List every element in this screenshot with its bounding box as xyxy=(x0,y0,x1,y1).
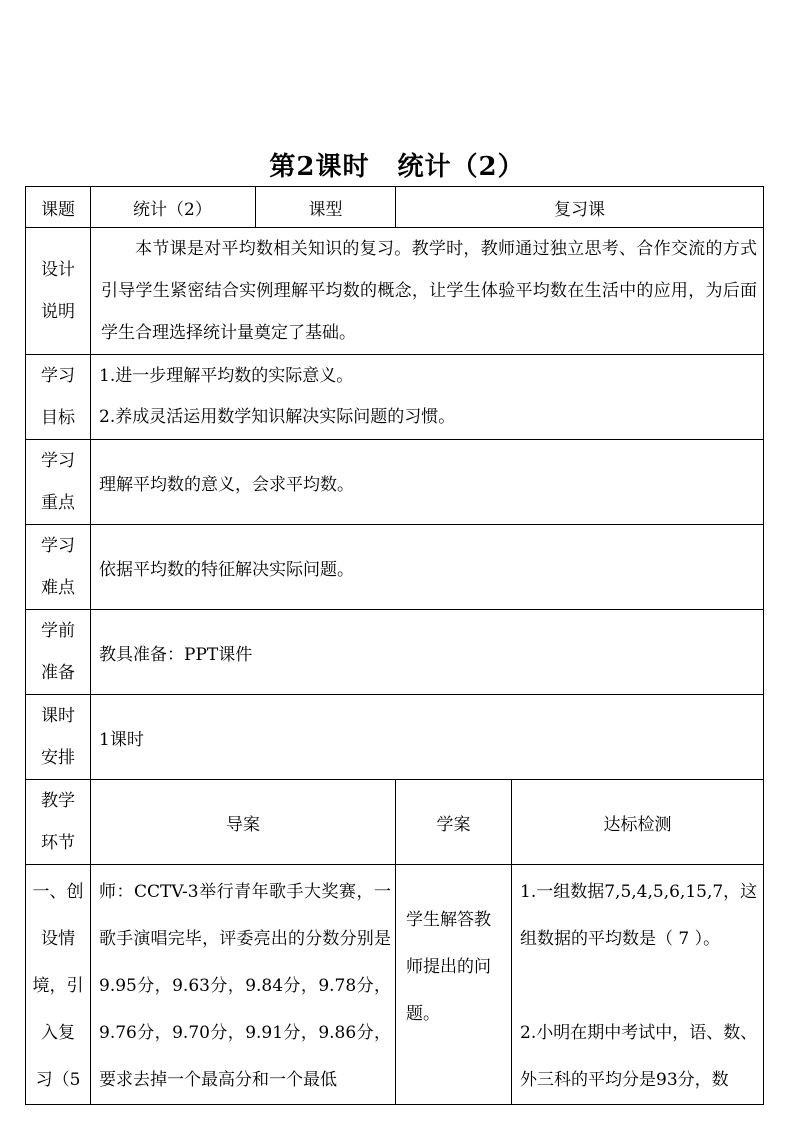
check-item: 2.小明在期中考试中，语、数、外三科的平均分是93分，数 xyxy=(520,1023,758,1090)
row-goals xyxy=(26,355,764,440)
step-1-label: 一、创 设情 境，引 入复 习（5 xyxy=(26,865,91,1105)
row-key-points xyxy=(26,440,764,525)
time-label: 课时 安排 xyxy=(26,695,91,780)
lesson-type-value: 复习课 xyxy=(396,187,764,228)
row-topic xyxy=(26,187,764,228)
row-preparation xyxy=(26,610,764,695)
difficulty-label: 学习 难点 xyxy=(26,525,91,610)
design-label: 设计 说明 xyxy=(26,228,91,355)
key-points-text: 理解平均数的意义，会求平均数。 xyxy=(91,440,764,525)
row-time xyxy=(26,695,764,780)
page-title xyxy=(0,146,794,183)
step-1-check xyxy=(512,865,764,1105)
goals-list xyxy=(91,355,764,440)
goals-label: 学习 目标 xyxy=(26,355,91,440)
goal-item: 1.进一步理解平均数的实际意义。 xyxy=(99,366,354,386)
topic-value: 统计（2） xyxy=(91,187,256,228)
guide-header: 导案 xyxy=(91,780,396,865)
teaching-step-header: 教学 环节 xyxy=(26,780,91,865)
difficulty-text: 依据平均数的特征解决实际问题。 xyxy=(91,525,764,610)
lesson-plan-frame xyxy=(25,186,763,1090)
step-1-guide: 师：CCTV-3举行青年歌手大奖赛，一歌手演唱完毕，评委亮出的分数分别是9.95分，9.63分，9.84分，9.78分，9.76分，9.70分，9.91分，9.86分，要求去掉一个最高分和一个最低 xyxy=(91,865,396,1105)
title-prefix: 第2课时 xyxy=(269,152,370,182)
topic-label: 课题 xyxy=(26,187,91,228)
lesson-plan-table xyxy=(25,186,764,1105)
key-points-label: 学习 重点 xyxy=(26,440,91,525)
preparation-text: 教具准备：PPT课件 xyxy=(91,610,764,695)
step-1-study: 学生解答教师提出的问题。 xyxy=(396,865,512,1105)
time-text: 1课时 xyxy=(91,695,764,780)
check-item: 1.一组数据7,5,4,5,6,15,7，这组数据的平均数是（ 7 ）。 xyxy=(520,882,758,949)
design-text: 本节课是对平均数相关知识的复习。教学时，教师通过独立思考、合作交流的方式引导学生紧密结合实例理解平均数的概念，让学生体验平均数在生活中的应用，为后面学生合理选择统计量奠定了基础。 xyxy=(91,228,764,355)
row-difficulty xyxy=(26,525,764,610)
row-design xyxy=(26,228,764,355)
preparation-label: 学前 准备 xyxy=(26,610,91,695)
lesson-type-label: 课型 xyxy=(256,187,396,228)
goal-item: 2.养成灵活运用数学知识解决实际问题的习惯。 xyxy=(99,407,456,427)
title-suffix: 统计（2） xyxy=(397,152,525,182)
row-step-1 xyxy=(26,865,764,1105)
check-header: 达标检测 xyxy=(512,780,764,865)
study-header: 学案 xyxy=(396,780,512,865)
row-header xyxy=(26,780,764,865)
